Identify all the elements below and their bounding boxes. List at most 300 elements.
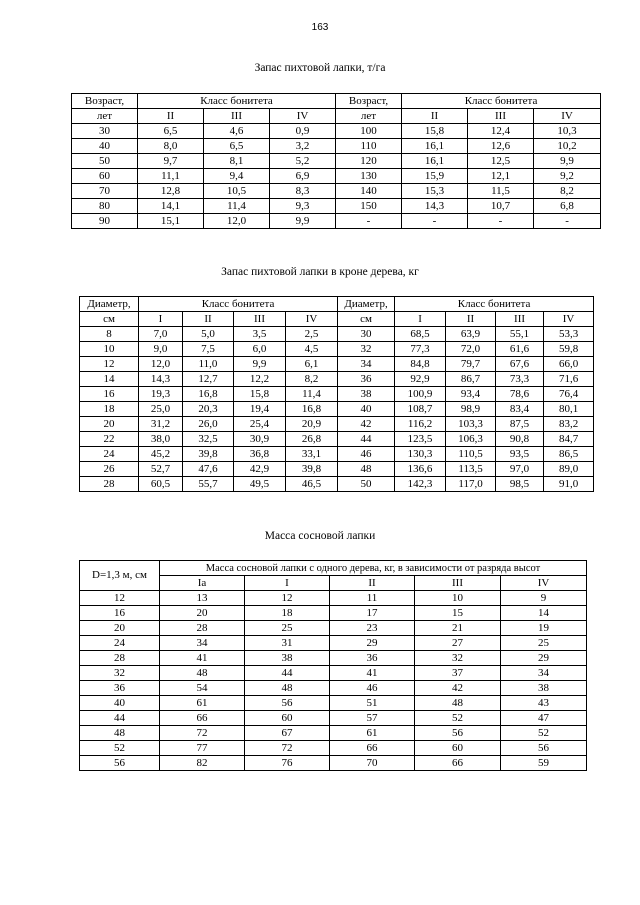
table-cell: 38	[245, 651, 330, 666]
table-cell: 66,0	[544, 357, 594, 372]
table-cell: 33,1	[286, 447, 338, 462]
mass-header: Масса сосновой лапки с одного дерева, кг, в зависимости от разряда высот	[160, 561, 587, 576]
fir-stock-per-ha-table	[71, 93, 601, 229]
table-cell: 21	[415, 621, 501, 636]
table2-caption: Запас пихтовой лапки в кроне дерева, кг	[221, 266, 419, 278]
table-cell: 25	[245, 621, 330, 636]
table-cell: 11,4	[204, 199, 270, 214]
diameter-header: D=1,3 м, см	[80, 561, 160, 591]
table3-body	[80, 591, 587, 771]
table2-body	[80, 327, 594, 492]
table-cell: 67,6	[496, 357, 544, 372]
table-cell: 12,1	[468, 169, 534, 184]
table-cell: 52,7	[139, 462, 183, 477]
table-cell: 26,0	[183, 417, 234, 432]
table-cell: 55,1	[496, 327, 544, 342]
table-row	[80, 447, 594, 462]
table-cell: 56	[415, 726, 501, 741]
table-cell: 70	[330, 756, 415, 771]
table-cell: 103,3	[446, 417, 496, 432]
table-row	[80, 636, 587, 651]
table-cell: 42,9	[234, 462, 286, 477]
table-cell: -	[336, 214, 402, 229]
table-cell: 8,1	[204, 154, 270, 169]
table-cell: 9,0	[139, 342, 183, 357]
table-cell: 42	[415, 681, 501, 696]
age-header-left: Возраст,	[72, 94, 138, 109]
table-cell: 19	[501, 621, 587, 636]
table-cell: 80,1	[544, 402, 594, 417]
table-row	[80, 387, 594, 402]
table-cell: 108,7	[395, 402, 446, 417]
table-row	[80, 477, 594, 492]
table-row	[80, 327, 594, 342]
table-cell: 34	[160, 636, 245, 651]
table-cell: 16,1	[402, 154, 468, 169]
table-cell: 24	[80, 636, 160, 651]
table-cell: 10,2	[534, 139, 601, 154]
table-cell: 14	[80, 372, 139, 387]
class-label: III	[234, 312, 286, 327]
table-cell: 136,6	[395, 462, 446, 477]
table-cell: 61,6	[496, 342, 544, 357]
table-cell: 9,9	[534, 154, 601, 169]
table-cell: 11,1	[138, 169, 204, 184]
table-cell: 23	[330, 621, 415, 636]
diameter-header-left: Диаметр,	[80, 297, 139, 312]
table-cell: 15,1	[138, 214, 204, 229]
table-cell: 34	[501, 666, 587, 681]
table-cell: 66	[415, 756, 501, 771]
table-cell: 6,1	[286, 357, 338, 372]
table-cell: 20	[160, 606, 245, 621]
table-row	[80, 726, 587, 741]
age-header-right: Возраст,	[336, 94, 402, 109]
table-cell: 44	[245, 666, 330, 681]
table-cell: 110,5	[446, 447, 496, 462]
table-cell: 12,0	[139, 357, 183, 372]
table-cell: 49,5	[234, 477, 286, 492]
table-cell: 142,3	[395, 477, 446, 492]
table-cell: 8,0	[138, 139, 204, 154]
table-cell: 3,5	[234, 327, 286, 342]
age-unit-left: лет	[72, 109, 138, 124]
table-cell: 44	[80, 711, 160, 726]
table-cell: 27	[415, 636, 501, 651]
table-cell: 47,6	[183, 462, 234, 477]
table-row	[80, 606, 587, 621]
table-cell: 14,3	[139, 372, 183, 387]
table-cell: 40	[338, 402, 395, 417]
table-cell: 42	[338, 417, 395, 432]
table-cell: 11,0	[183, 357, 234, 372]
table-cell: 91,0	[544, 477, 594, 492]
table-cell: 7,5	[183, 342, 234, 357]
table-row	[72, 154, 601, 169]
table-row	[72, 124, 601, 139]
table-cell: 46	[330, 681, 415, 696]
table3-header-row	[80, 561, 587, 576]
table-cell: 16,1	[402, 139, 468, 154]
table-cell: 66	[330, 741, 415, 756]
table-cell: 38	[338, 387, 395, 402]
table-cell: 140	[336, 184, 402, 199]
table-row	[80, 711, 587, 726]
table-cell: 14	[501, 606, 587, 621]
table-cell: 93,5	[496, 447, 544, 462]
table-cell: 36	[338, 372, 395, 387]
class-label: I	[395, 312, 446, 327]
table-row	[80, 432, 594, 447]
table-cell: 48	[415, 696, 501, 711]
table-cell: 97,0	[496, 462, 544, 477]
table-cell: 90	[72, 214, 138, 229]
table-cell: 7,0	[139, 327, 183, 342]
table-cell: 20,9	[286, 417, 338, 432]
table-cell: 48	[160, 666, 245, 681]
table-cell: 9,9	[270, 214, 336, 229]
pine-branch-mass-table	[79, 560, 587, 771]
table-cell: 100	[336, 124, 402, 139]
class-header-left: Класс бонитета	[139, 297, 338, 312]
table-cell: 48	[80, 726, 160, 741]
table-cell: 72	[160, 726, 245, 741]
table-cell: 4,5	[286, 342, 338, 357]
table-cell: 46,5	[286, 477, 338, 492]
table-cell: 32	[80, 666, 160, 681]
table-cell: 52	[415, 711, 501, 726]
table-row	[80, 756, 587, 771]
table-cell: 10,5	[204, 184, 270, 199]
table-cell: 77	[160, 741, 245, 756]
height-grade-label: IV	[501, 576, 587, 591]
table-cell: 56	[501, 741, 587, 756]
table-cell: 40	[80, 696, 160, 711]
table3-caption: Масса сосновой лапки	[264, 530, 376, 542]
table-cell: 16,8	[286, 402, 338, 417]
table-cell: 10	[415, 591, 501, 606]
table-cell: 8,2	[534, 184, 601, 199]
table-cell: 9,7	[138, 154, 204, 169]
table-row	[80, 402, 594, 417]
class-label: III	[468, 109, 534, 124]
table-cell: 28	[160, 621, 245, 636]
class-label: II	[138, 109, 204, 124]
table-cell: 39,8	[286, 462, 338, 477]
table-cell: 48	[245, 681, 330, 696]
table-cell: 38,0	[139, 432, 183, 447]
table-cell: 28	[80, 651, 160, 666]
table-cell: 83,4	[496, 402, 544, 417]
table-cell: 34	[338, 357, 395, 372]
table-cell: 90,8	[496, 432, 544, 447]
table-cell: 50	[72, 154, 138, 169]
table-cell: 61	[160, 696, 245, 711]
table-row	[80, 741, 587, 756]
table2-header-row	[80, 297, 594, 312]
table-cell: 16	[80, 606, 160, 621]
table-cell: 25,4	[234, 417, 286, 432]
table-cell: 82	[160, 756, 245, 771]
table-cell: 24	[80, 447, 139, 462]
table-cell: 36	[80, 681, 160, 696]
diameter-unit-left: см	[80, 312, 139, 327]
table-cell: 12,0	[204, 214, 270, 229]
table-cell: 13	[160, 591, 245, 606]
table-cell: 11	[330, 591, 415, 606]
table-cell: 130	[336, 169, 402, 184]
table-row	[80, 591, 587, 606]
class-label: IV	[544, 312, 594, 327]
table-cell: 40	[72, 139, 138, 154]
table-cell: 30,9	[234, 432, 286, 447]
table-cell: 123,5	[395, 432, 446, 447]
table-row	[80, 462, 594, 477]
table-cell: 5,2	[270, 154, 336, 169]
class-label: III	[496, 312, 544, 327]
page-number: 163	[311, 22, 329, 33]
age-unit-right: лет	[336, 109, 402, 124]
table-row	[72, 199, 601, 214]
table-cell: 67	[245, 726, 330, 741]
table-cell: 20	[80, 621, 160, 636]
table-cell: 3,2	[270, 139, 336, 154]
class-label: III	[204, 109, 270, 124]
table-cell: 100,9	[395, 387, 446, 402]
table-cell: 6,5	[204, 139, 270, 154]
table-cell: 72	[245, 741, 330, 756]
table-cell: 72,0	[446, 342, 496, 357]
table-cell: 84,8	[395, 357, 446, 372]
table-cell: 150	[336, 199, 402, 214]
table-cell: 0,9	[270, 124, 336, 139]
table-cell: 60,5	[139, 477, 183, 492]
table-cell: 12,7	[183, 372, 234, 387]
table-cell: 57	[330, 711, 415, 726]
table-cell: 83,2	[544, 417, 594, 432]
table-cell: 8,3	[270, 184, 336, 199]
table-cell: 78,6	[496, 387, 544, 402]
table-cell: 11,4	[286, 387, 338, 402]
table-cell: 14,1	[138, 199, 204, 214]
table-cell: 14,3	[402, 199, 468, 214]
table1-subheader-row	[72, 109, 601, 124]
table-cell: 73,3	[496, 372, 544, 387]
table-cell: 8	[80, 327, 139, 342]
table-cell: 36	[330, 651, 415, 666]
table-row	[80, 681, 587, 696]
table-cell: 60	[245, 711, 330, 726]
table-cell: 92,9	[395, 372, 446, 387]
table-cell: -	[402, 214, 468, 229]
table-cell: 32,5	[183, 432, 234, 447]
table-cell: 84,7	[544, 432, 594, 447]
class-label: II	[402, 109, 468, 124]
table-cell: 6,8	[534, 199, 601, 214]
table-cell: 54	[160, 681, 245, 696]
table-cell: 98,5	[496, 477, 544, 492]
table-cell: 15,8	[402, 124, 468, 139]
table-cell: 43	[501, 696, 587, 711]
table-cell: 87,5	[496, 417, 544, 432]
table-cell: 30	[72, 124, 138, 139]
table-cell: 4,6	[204, 124, 270, 139]
table-cell: 60	[72, 169, 138, 184]
table-cell: 16,8	[183, 387, 234, 402]
table-cell: 20,3	[183, 402, 234, 417]
table-cell: 113,5	[446, 462, 496, 477]
height-grade-label: I	[245, 576, 330, 591]
table-cell: 59	[501, 756, 587, 771]
table-cell: 26	[80, 462, 139, 477]
table-cell: 9,4	[204, 169, 270, 184]
table-cell: 10	[80, 342, 139, 357]
table-cell: 12	[80, 591, 160, 606]
table-cell: 61	[330, 726, 415, 741]
table-cell: 15,9	[402, 169, 468, 184]
table-cell: 31,2	[139, 417, 183, 432]
table1-header-row	[72, 94, 601, 109]
table-row	[72, 214, 601, 229]
class-header-right: Класс бонитета	[402, 94, 601, 109]
table-cell: 51	[330, 696, 415, 711]
table-cell: 117,0	[446, 477, 496, 492]
table-cell: 44	[338, 432, 395, 447]
table-cell: 38	[501, 681, 587, 696]
table-cell: 8,2	[286, 372, 338, 387]
class-label: II	[446, 312, 496, 327]
table-cell: 37	[415, 666, 501, 681]
table-cell: 9,3	[270, 199, 336, 214]
diameter-unit-right: см	[338, 312, 395, 327]
table-cell: 76	[245, 756, 330, 771]
table-cell: 11,5	[468, 184, 534, 199]
table-cell: 86,7	[446, 372, 496, 387]
table-cell: 12	[80, 357, 139, 372]
table-row	[80, 342, 594, 357]
table-cell: 76,4	[544, 387, 594, 402]
table-cell: 2,5	[286, 327, 338, 342]
table1-caption: Запас пихтовой лапки, т/га	[254, 62, 386, 74]
table-cell: 15,8	[234, 387, 286, 402]
table-cell: 32	[415, 651, 501, 666]
class-label: II	[183, 312, 234, 327]
table-cell: 66	[160, 711, 245, 726]
table2-subheader-row	[80, 312, 594, 327]
table1-body	[72, 124, 601, 229]
class-header-right: Класс бонитета	[395, 297, 594, 312]
table-cell: 15,3	[402, 184, 468, 199]
table-cell: 110	[336, 139, 402, 154]
table-cell: 12,2	[234, 372, 286, 387]
table-cell: 63,9	[446, 327, 496, 342]
table-cell: 16	[80, 387, 139, 402]
table-row	[72, 184, 601, 199]
table-cell: 12,8	[138, 184, 204, 199]
table-cell: 52	[80, 741, 160, 756]
table-cell: 12,5	[468, 154, 534, 169]
height-grade-label: II	[330, 576, 415, 591]
table-cell: 28	[80, 477, 139, 492]
table-cell: 15	[415, 606, 501, 621]
table-cell: 71,6	[544, 372, 594, 387]
table-cell: 45,2	[139, 447, 183, 462]
table-cell: 46	[338, 447, 395, 462]
table-cell: 29	[330, 636, 415, 651]
table-cell: 9,2	[534, 169, 601, 184]
table-cell: 56	[80, 756, 160, 771]
table-cell: 9,9	[234, 357, 286, 372]
class-label: IV	[286, 312, 338, 327]
fir-stock-per-tree-table	[79, 296, 594, 492]
table-cell: 6,0	[234, 342, 286, 357]
table-cell: 10,3	[534, 124, 601, 139]
table-cell: 53,3	[544, 327, 594, 342]
table-cell: 9	[501, 591, 587, 606]
class-label: IV	[534, 109, 601, 124]
table-row	[80, 696, 587, 711]
table-row	[80, 621, 587, 636]
table-cell: 12,6	[468, 139, 534, 154]
table-cell: 29	[501, 651, 587, 666]
height-grade-label: III	[415, 576, 501, 591]
table-cell: 12	[245, 591, 330, 606]
table-cell: 68,5	[395, 327, 446, 342]
table-cell: 25,0	[139, 402, 183, 417]
table-row	[80, 372, 594, 387]
table-row	[72, 139, 601, 154]
table-cell: 47	[501, 711, 587, 726]
table-cell: 32	[338, 342, 395, 357]
table-row	[80, 357, 594, 372]
table-cell: 48	[338, 462, 395, 477]
height-grade-label: Ia	[160, 576, 245, 591]
class-label: IV	[270, 109, 336, 124]
table-cell: 106,3	[446, 432, 496, 447]
table-cell: 25	[501, 636, 587, 651]
table-cell: 31	[245, 636, 330, 651]
table-cell: 93,4	[446, 387, 496, 402]
table-cell: 19,4	[234, 402, 286, 417]
table-cell: 98,9	[446, 402, 496, 417]
table-cell: 22	[80, 432, 139, 447]
table-cell: 116,2	[395, 417, 446, 432]
table-cell: 77,3	[395, 342, 446, 357]
table-cell: -	[468, 214, 534, 229]
table-cell: 130,3	[395, 447, 446, 462]
table-cell: 55,7	[183, 477, 234, 492]
table-cell: 79,7	[446, 357, 496, 372]
table-cell: 39,8	[183, 447, 234, 462]
table-cell: 26,8	[286, 432, 338, 447]
table-cell: 6,9	[270, 169, 336, 184]
table-cell: 41	[160, 651, 245, 666]
table-row	[80, 666, 587, 681]
table-row	[80, 651, 587, 666]
table-cell: 70	[72, 184, 138, 199]
table-cell: 17	[330, 606, 415, 621]
table-cell: 36,8	[234, 447, 286, 462]
table-cell: 12,4	[468, 124, 534, 139]
table-row	[72, 169, 601, 184]
table-cell: 52	[501, 726, 587, 741]
table-cell: 60	[415, 741, 501, 756]
table-cell: 86,5	[544, 447, 594, 462]
table-cell: 10,7	[468, 199, 534, 214]
table-cell: 20	[80, 417, 139, 432]
table-cell: 5,0	[183, 327, 234, 342]
table-cell: 18	[80, 402, 139, 417]
